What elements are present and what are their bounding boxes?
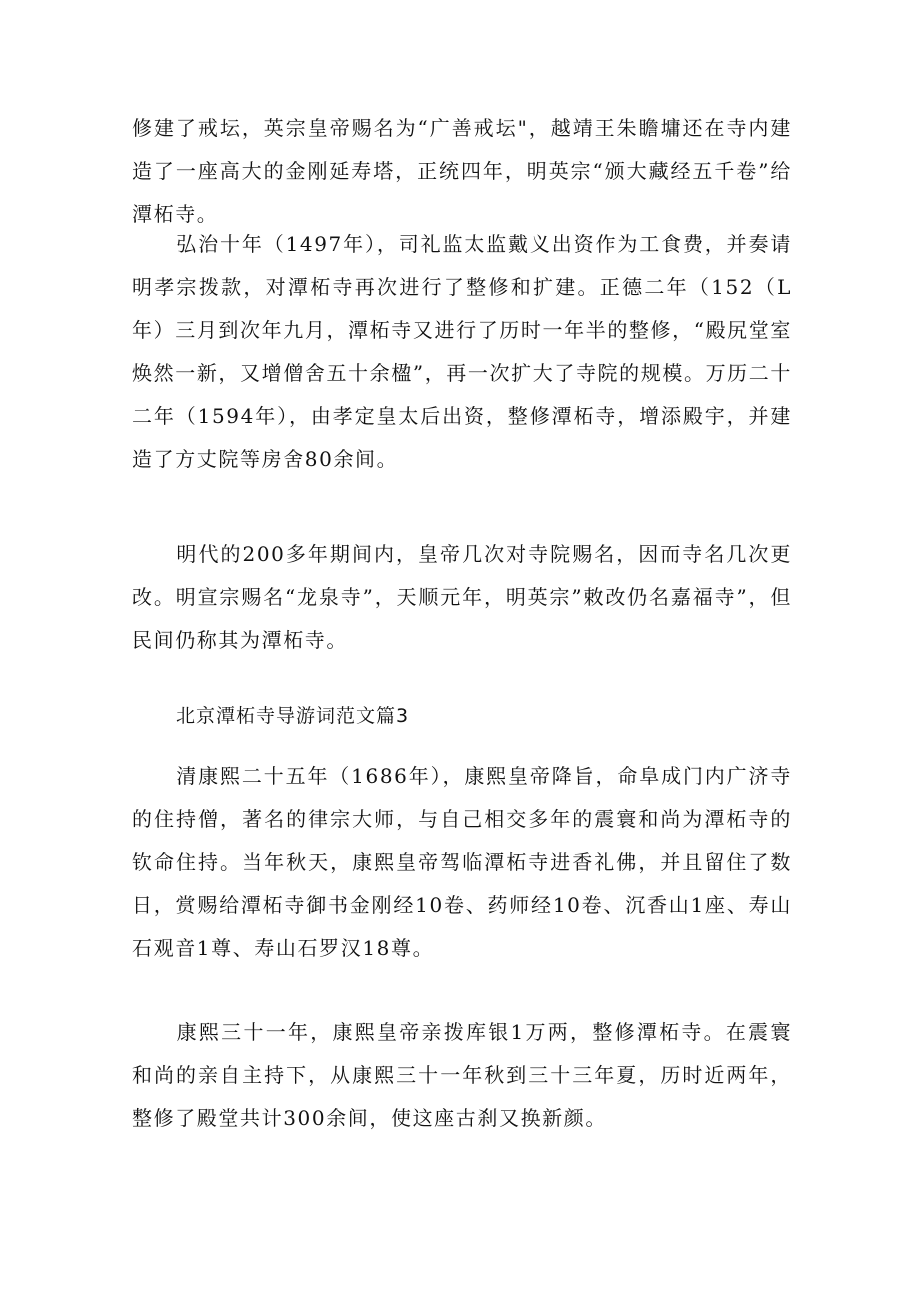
paragraph bbox=[132, 755, 792, 970]
section-heading: 北京潭柘寺导游词范文篇3 bbox=[176, 705, 410, 727]
paragraph-text: 弘治十年（1497年），司礼监太监戴义出资作为工食费，并奏请明孝宗拨款，对潭柘寺再次进行了整修和扩建。正德二年（152（L年）三月到次年九月，潭柘寺又进行了历时一年半的整修，“殿尻堂室焕然一新，又增僧舍五十余楹”，再一次扩大了寺院的规模。万历二十二年（1594年），由孝定皇太后出资，整修潭柘寺，增添殿宇，并建造了方丈院等房舍80余间。 bbox=[132, 232, 792, 471]
paragraph bbox=[132, 223, 792, 481]
paragraph bbox=[132, 1011, 792, 1140]
paragraph-text: 修建了戒坛，英宗皇帝赐名为“广善戒坛"，越靖王朱瞻墉还在寺内建造了一座高大的金刚延寿塔，正统四年，明英宗“颁大藏经五千卷”给潭柘寺。 bbox=[132, 116, 792, 226]
paragraph-text: 清康熙二十五年（1686年），康熙皇帝降旨，命阜成门内广济寺的住持僧，著名的律宗大师，与自己相交多年的震寰和尚为潭柘寺的钦命住持。当年秋天，康熙皇帝驾临潭柘寺进香礼佛，并且留住了数日，赏赐给潭柘寺御书金刚经10卷、药师经10卷、沉香山1座、寿山石观音1尊、寿山石罗汉18尊。 bbox=[132, 764, 792, 960]
paragraph bbox=[132, 533, 792, 662]
paragraph-text: 明代的200多年期间内，皇帝几次对寺院赐名，因而寺名几次更改。明宣宗赐名“龙泉寺”，天顺元年，明英宗”敕改仍名嘉福寺”，但民间仍称其为潭柘寺。 bbox=[132, 542, 792, 652]
paragraph-continued bbox=[132, 107, 792, 236]
paragraph-text: 康熙三十一年，康熙皇帝亲拨库银1万两，整修潭柘寺。在震寰和尚的亲自主持下，从康熙三十一年秋到三十三年夏，历时近两年，整修了殿堂共计300余间，使这座古刹又换新颜。 bbox=[132, 1020, 792, 1130]
